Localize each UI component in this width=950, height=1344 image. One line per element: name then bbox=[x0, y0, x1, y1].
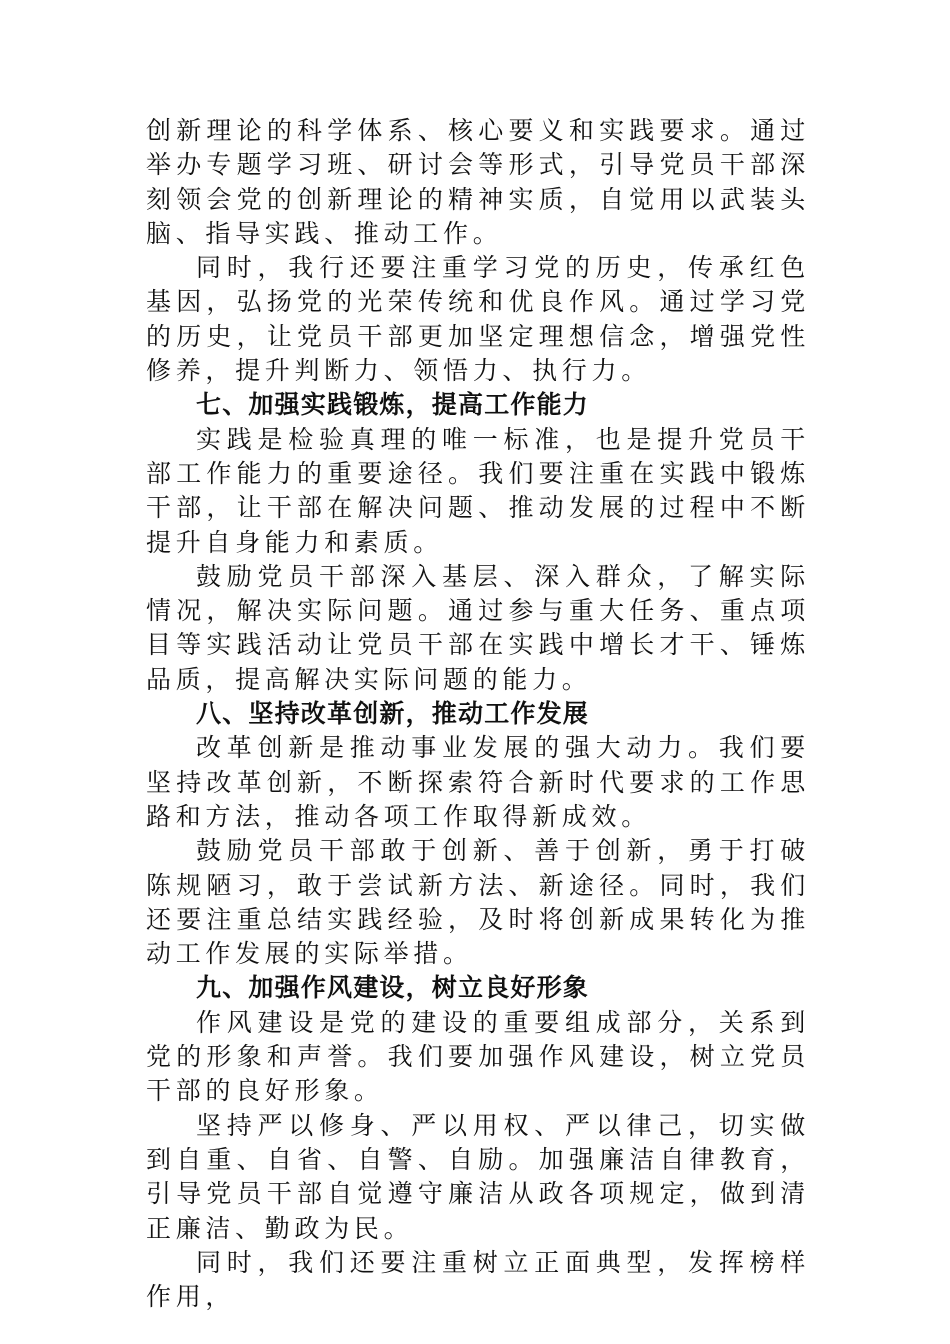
paragraph: 鼓励党员干部深入基层、深入群众，了解实际情况，解决实际问题。通过参与重大任务、重点项目等实践活动让党员干部在实践中增长才干、锤炼品质，提高解决实际问题的能力。 bbox=[146, 561, 810, 694]
paragraph: 同时，我行还要注重学习党的历史，传承红色基因，弘扬党的光荣传统和优良作风。通过学习党的历史，让党员干部更加坚定理想信念，增强党性修养，提升判断力、领悟力、执行力。 bbox=[146, 253, 810, 386]
document-page bbox=[146, 114, 810, 1314]
paragraph: 改革创新是推动事业发展的强大动力。我们要坚持改革创新，不断探索符合新时代要求的工作思路和方法，推动各项工作取得新成效。 bbox=[146, 733, 810, 831]
section-heading-7: 七、加强实践锻炼，提高工作能力 bbox=[196, 390, 590, 420]
section-heading-8: 八、坚持改革创新，推动工作发展 bbox=[196, 699, 590, 729]
paragraph: 实践是检验真理的唯一标准，也是提升党员干部工作能力的重要途径。我们要注重在实践中锻炼干部，让干部在解决问题、推动发展的过程中不断提升自身能力和素质。 bbox=[146, 424, 810, 557]
paragraph: 作风建设是党的建设的重要组成部分，关系到党的形象和声誉。我们要加强作风建设，树立党员干部的良好形象。 bbox=[146, 1007, 810, 1106]
paragraph: 鼓励党员干部敢于创新、善于创新，勇于打破陈规陋习，敢于尝试新方法、新途径。同时，我们还要注重总结实践经验，及时将创新成果转化为推动工作发展的实际举措。 bbox=[146, 836, 810, 969]
paragraph: 同时，我们还要注重树立正面典型，发挥榜样作用， bbox=[146, 1247, 810, 1312]
paragraph-continuation: 创新理论的科学体系、核心要义和实践要求。通过举办专题学习班、研讨会等形式，引导党员干部深刻领会党的创新理论的精神实质，自觉用以武装头脑、指导实践、推动工作。 bbox=[146, 116, 810, 248]
section-heading-9: 九、加强作风建设，树立良好形象 bbox=[196, 973, 590, 1003]
paragraph: 坚持严以修身、严以用权、严以律己，切实做到自重、自省、自警、自励。加强廉洁自律教育，引导党员干部自觉遵守廉洁从政各项规定，做到清正廉洁、勤政为民。 bbox=[146, 1110, 810, 1243]
